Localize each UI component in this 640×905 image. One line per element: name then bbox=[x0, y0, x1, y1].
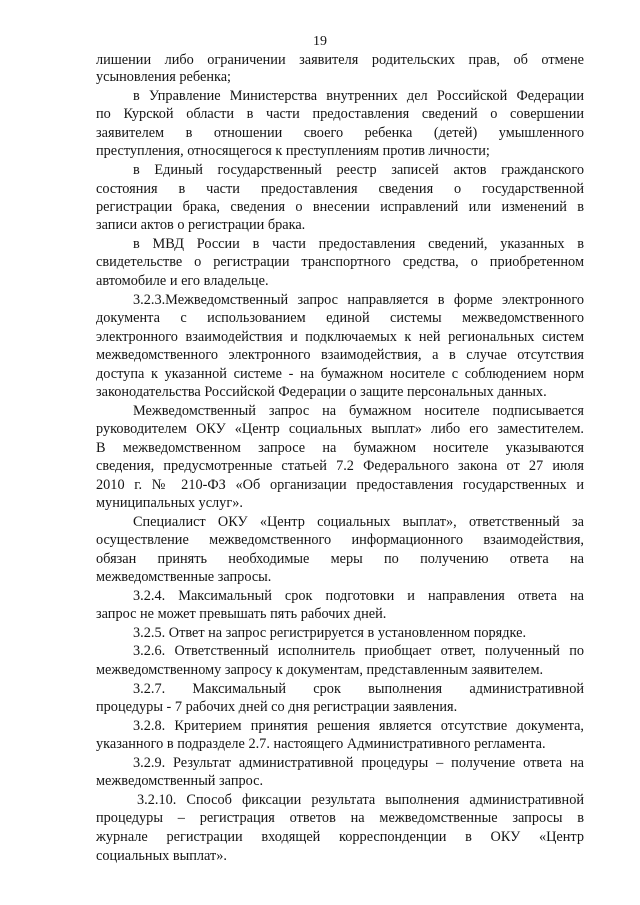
text-line: обязан принять необходимые меры по получению ответа на bbox=[96, 551, 584, 567]
text-line: социальных выплат». bbox=[96, 848, 227, 864]
text-line: Межведомственный запрос на бумажном носителе подписывается bbox=[133, 403, 584, 419]
text-line: 3.2.8. Критерием принятия решения является отсутствие документа, bbox=[133, 718, 584, 734]
text-line: автомобиле и его владельце. bbox=[96, 273, 269, 289]
text-line: 3.2.3.Межведомственный запрос направляется в форме электронного bbox=[133, 292, 584, 308]
text-line: В межведомственном запросе на бумажном носителе указываются bbox=[96, 440, 584, 456]
text-line: 3.2.5. Ответ на запрос регистрируется в установленном порядке. bbox=[133, 625, 527, 641]
text-line: 3.2.10. Способ фиксации результата выполнения административной bbox=[137, 792, 584, 808]
text-line: Специалист ОКУ «Центр социальных выплат», ответственный за bbox=[133, 514, 584, 530]
text-line: свидетельстве о регистрации транспортного средства, о приобретенном bbox=[96, 254, 584, 270]
text-line: по Курской области в части предоставления сведений о совершении bbox=[96, 106, 584, 122]
text-line: заявителем в отношении своего ребенка (детей) умышленного bbox=[96, 125, 584, 141]
text-line: межведомственные запросы. bbox=[96, 569, 272, 585]
text-line: межведомственный запрос. bbox=[96, 773, 264, 789]
text-line: 3.2.7. Максимальный срок выполнения административной bbox=[133, 681, 584, 697]
text-line: регистрации брака, сведения о внесении исправлений или изменений в bbox=[96, 199, 584, 215]
text-line: процедуры – регистрация ответов на межведомственные запросы в bbox=[96, 810, 584, 826]
text-line: осуществление межведомственного информационного взаимодействия, bbox=[96, 532, 584, 548]
page-number: 19 bbox=[313, 34, 327, 49]
text-line: 3.2.6. Ответственный исполнитель приобщает ответ, полученный по bbox=[133, 643, 584, 659]
text-line: преступления, относящегося к преступлениям против личности; bbox=[96, 143, 490, 159]
text-line: документа с использованием единой системы межведомственного bbox=[96, 310, 584, 326]
text-line: указанного в подразделе 2.7. настоящего Административного регламента. bbox=[96, 736, 546, 752]
text-line: законодательства Российской Федерации о защите персональных данных. bbox=[96, 384, 547, 400]
text-line: сведения, предусмотренные статьей 7.2 Федерального закона от 27 июля bbox=[96, 458, 584, 474]
text-line: межведомственного электронного взаимодействия, а в случае отсутствия bbox=[96, 347, 584, 363]
text-line: 3.2.4. Максимальный срок подготовки и направления ответа на bbox=[133, 588, 584, 604]
text-line: в МВД России в части предоставления сведений, указанных в bbox=[133, 236, 584, 252]
text-line: лишении либо ограничении заявителя родительских прав, об отмене bbox=[96, 52, 584, 68]
text-line: в Управление Министерства внутренних дел Российской Федерации bbox=[133, 88, 584, 104]
text-line: состояния в части предоставления сведения о государственной bbox=[96, 181, 584, 197]
text-line: доступа к указанной системе - на бумажном носителе с соблюдением норм bbox=[96, 366, 584, 382]
text-line: в Единый государственный реестр записей актов гражданского bbox=[133, 162, 584, 178]
text-line: запрос не может превышать пять рабочих дней. bbox=[96, 606, 387, 622]
text-line: записи актов о регистрации брака. bbox=[96, 217, 306, 233]
text-line: руководителем ОКУ «Центр социальных выплат» либо его заместителем. bbox=[96, 421, 584, 437]
text-line: межведомственному запросу к документам, представленным заявителем. bbox=[96, 662, 544, 678]
text-line: журнале регистрации входящей корреспонденции в ОКУ «Центр bbox=[96, 829, 584, 845]
text-line: 2010 г. № 210-ФЗ «Об организации предоставления государственных и bbox=[96, 477, 584, 493]
text-line: 3.2.9. Результат административной процедуры – получение ответа на bbox=[133, 755, 584, 771]
text-line: муниципальных услуг». bbox=[96, 495, 243, 511]
text-line: процедуры - 7 рабочих дней со дня регистрации заявления. bbox=[96, 699, 458, 715]
text-line: электронного взаимодействия и подключаемых к ней региональных систем bbox=[96, 329, 584, 345]
text-line: усыновления ребенка; bbox=[96, 69, 232, 85]
